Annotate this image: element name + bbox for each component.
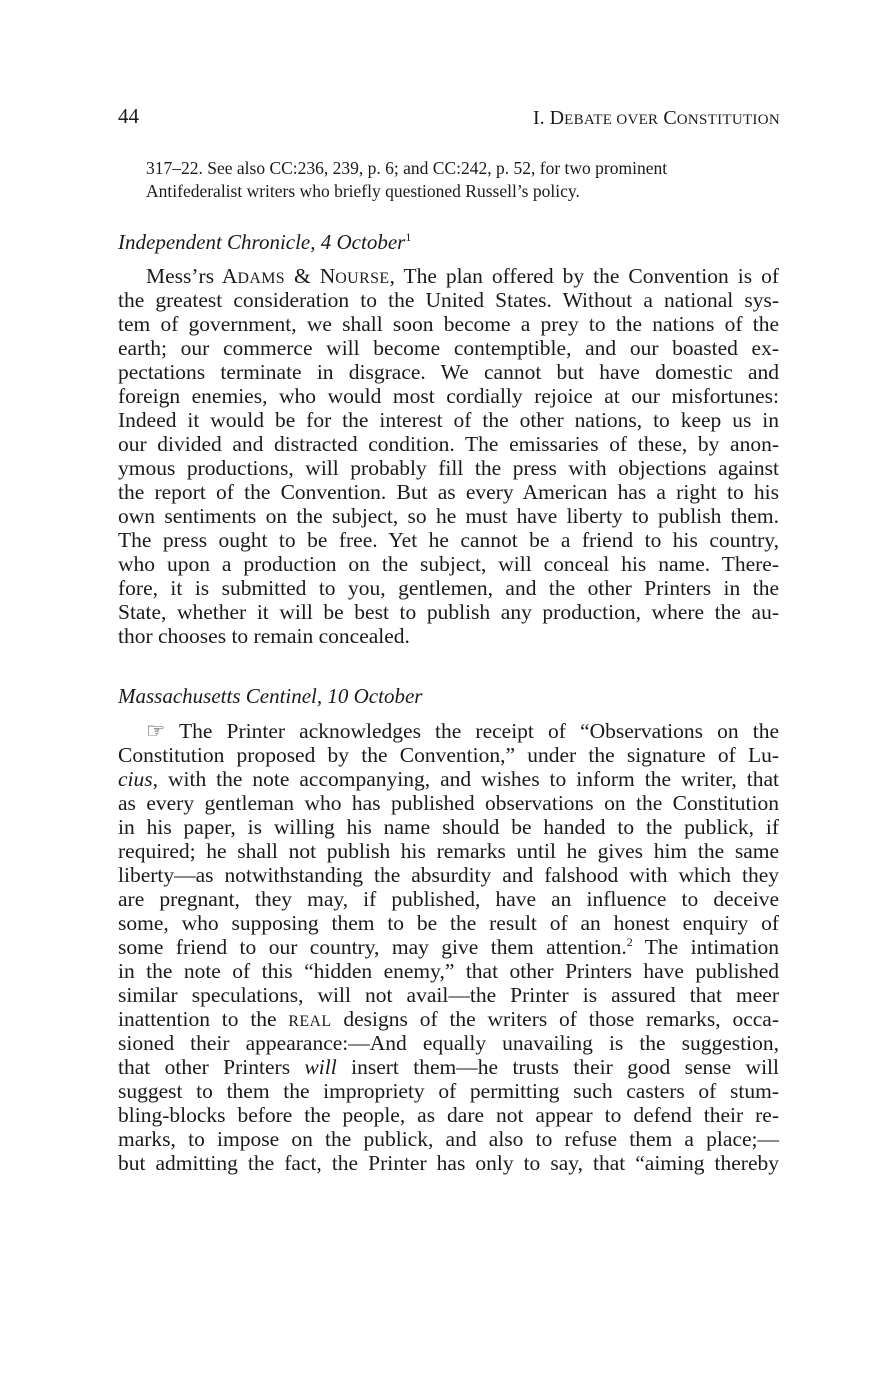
- body-line: the report of the Convention. But as every American has a right to his: [118, 480, 779, 504]
- body-line: fore, it is submitted to you, gentlemen, and the other Printers in the: [118, 576, 779, 600]
- body-line: bling-blocks before the people, as dare not appear to defend their re-: [118, 1103, 779, 1127]
- body-line: ☞ The Printer acknowledges the receipt of “Observations on the: [146, 719, 779, 743]
- body-line: earth; our commerce will become contemptible, and our boasted ex-: [118, 336, 779, 360]
- body-line: Mess’rs ADAMS & NOURSE, The plan offered by the Convention is of: [146, 264, 779, 288]
- body-line: but admitting the fact, the Printer has only to say, that “aiming thereby: [118, 1151, 779, 1175]
- body-line: in his paper, is willing his name should be handed to the publick, if: [118, 815, 779, 839]
- section-heading: Independent Chronicle, 4 October$^1$: [118, 230, 412, 254]
- body-line: in the note of this “hidden enemy,” that other Printers have published: [118, 959, 779, 983]
- section-heading: Massachusetts Centinel, 10 October: [118, 684, 423, 708]
- body-line: Constitution proposed by the Convention,” under the signature of Lu-: [118, 743, 779, 767]
- body-line: some, who supposing them to be the result of an honest enquiry of: [118, 911, 779, 935]
- footnote-line: 317–22. See also CC:236, 239, p. 6; and CC:242, p. 52, for two prominent: [146, 158, 668, 178]
- note-reference: 2: [626, 935, 633, 949]
- body-line: ymous productions, will probably fill the press with objections against: [118, 456, 779, 480]
- body-line: pectations terminate in disgrace. We cannot but have domestic and: [118, 360, 779, 384]
- body-line: some friend to our country, may give them attention.$^2$ The intimation: [118, 935, 779, 959]
- body-line: required; he shall not publish his remarks until he gives him the same: [118, 839, 779, 863]
- body-line: thor chooses to remain concealed.: [118, 624, 410, 648]
- body-line: marks, to impose on the publick, and also to refuse them a place;—: [118, 1127, 779, 1151]
- body-line: cius, with the note accompanying, and wishes to inform the writer, that: [118, 767, 779, 791]
- page-number: 44: [118, 104, 139, 128]
- body-line: The press ought to be free. Yet he cannot be a friend to his country,: [118, 528, 779, 552]
- body-line: the greatest consideration to the United States. Without a national sys-: [118, 288, 779, 312]
- body-line: liberty—as notwithstanding the absurdity and falshood with which they: [118, 863, 779, 887]
- body-line: that other Printers will insert them—he trusts their good sense will: [118, 1055, 779, 1079]
- body-line: are pregnant, they may, if published, have an influence to deceive: [118, 887, 779, 911]
- pointing-hand-icon: ☞: [146, 719, 166, 743]
- body-line: our divided and distracted condition. The emissaries of these, by anon-: [118, 432, 779, 456]
- body-line: own sentiments on the subject, so he must have liberty to publish them.: [118, 504, 779, 528]
- body-line: sioned their appearance:—And equally unavailing is the suggestion,: [118, 1031, 779, 1055]
- body-line: as every gentleman who has published observations on the Constitution: [118, 791, 779, 815]
- body-line: tem of government, we shall soon become a prey to the nations of the: [118, 312, 779, 336]
- body-line: similar speculations, will not avail—the Printer is assured that meer: [118, 983, 779, 1007]
- note-reference: 1: [405, 230, 412, 244]
- body-line: Indeed it would be for the interest of the other nations, to keep us in: [118, 408, 779, 432]
- body-line: who upon a production on the subject, will conceal his name. There-: [118, 552, 779, 576]
- body-line: inattention to the REAL designs of the writers of those remarks, occa-: [118, 1007, 779, 1031]
- body-line: suggest to them the impropriety of permitting such casters of stum-: [118, 1079, 779, 1103]
- footnote-line: Antifederalist writers who briefly questioned Russell’s policy.: [146, 181, 580, 201]
- body-line: foreign enemies, who would most cordially rejoice at our misfortunes:: [118, 384, 779, 408]
- body-line: State, whether it will be best to publish any production, where the au-: [118, 600, 779, 624]
- running-head: I. DEBATE OVER CONSTITUTION: [533, 107, 780, 129]
